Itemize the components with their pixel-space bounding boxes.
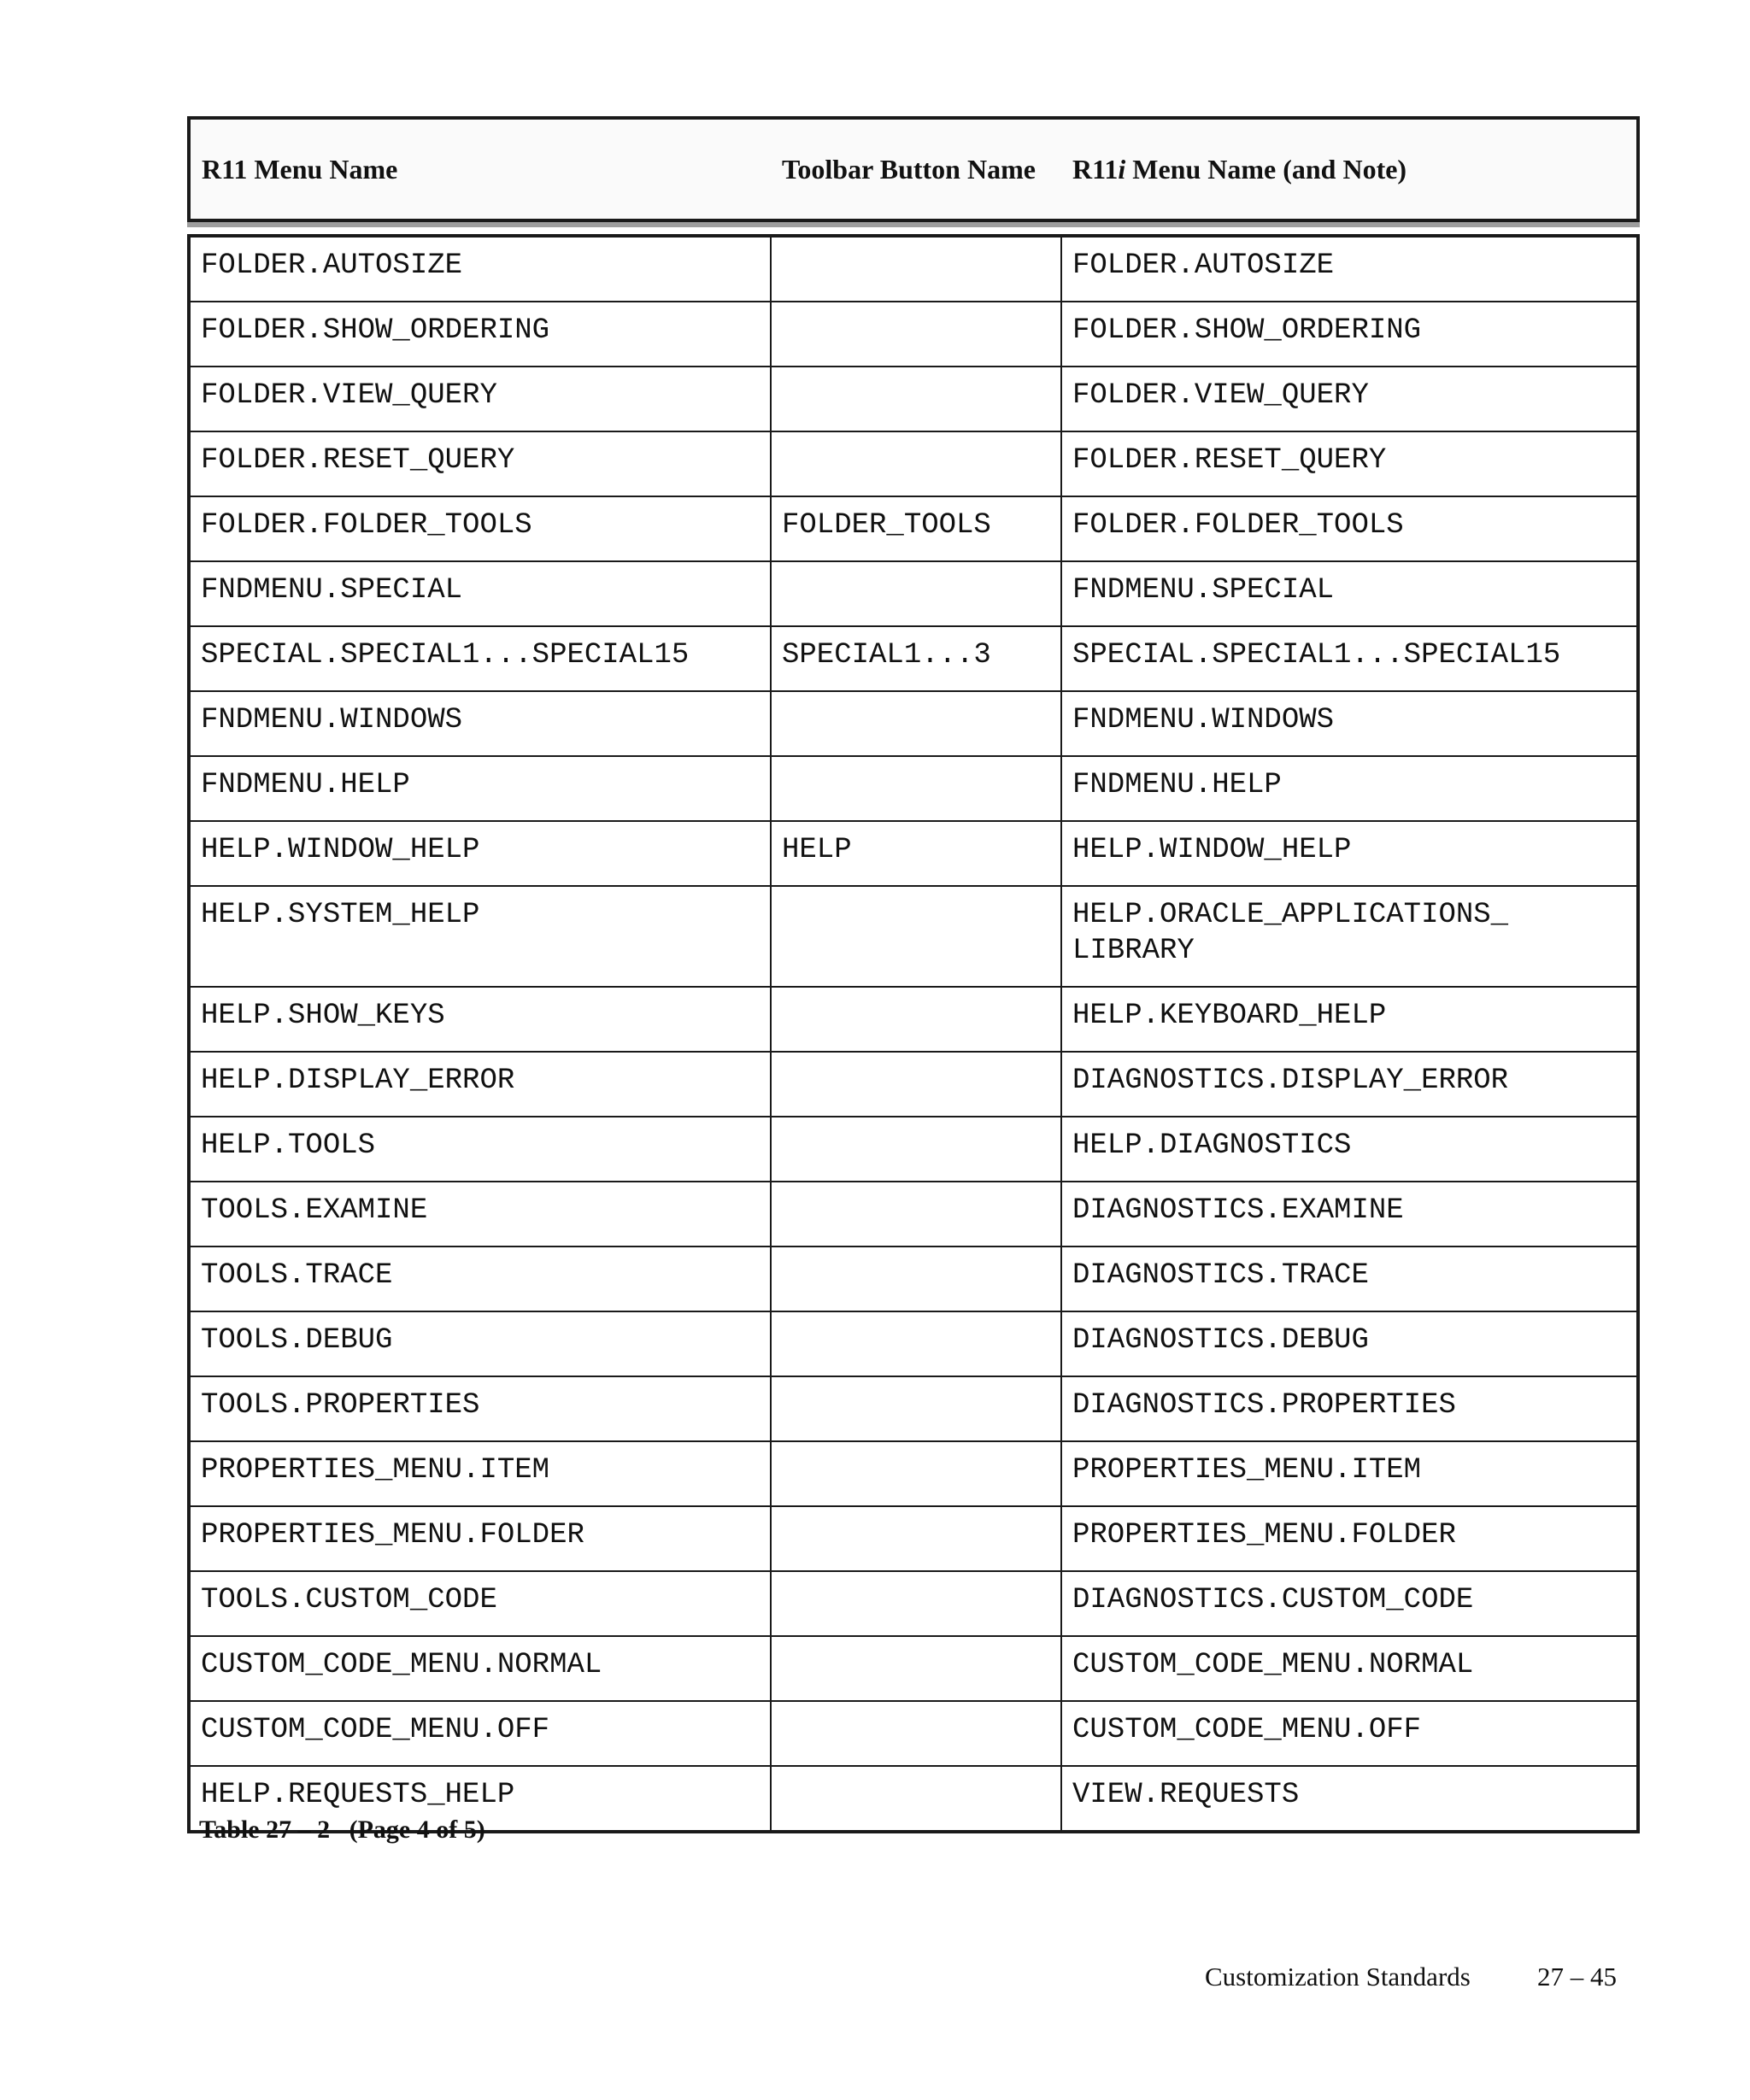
table-row [191,1571,1636,1636]
r11-menu-name-cell: TOOLS.TRACE [191,1247,771,1311]
r11-menu-name-cell: PROPERTIES_MENU.ITEM [191,1441,771,1506]
r11-menu-name-cell: HELP.REQUESTS_HELP [191,1766,771,1830]
toolbar-button-name-cell [771,1701,1061,1766]
header-r11i-suffix: Menu Name (and Note) [1125,154,1407,185]
r11i-menu-name-cell: PROPERTIES_MENU.FOLDER [1061,1506,1636,1571]
toolbar-button-name-cell [771,1182,1061,1247]
toolbar-button-name-cell [771,367,1061,431]
r11i-menu-name-cell: DIAGNOSTICS.CUSTOM_CODE [1061,1571,1636,1636]
table-row [191,1441,1636,1506]
toolbar-button-name-cell [771,886,1061,987]
r11i-menu-name-cell: HELP.WINDOW_HELP [1061,821,1636,886]
r11-menu-name-cell: CUSTOM_CODE_MENU.OFF [191,1701,771,1766]
toolbar-button-name-cell [771,1052,1061,1117]
footer-page-number: 27 – 45 [1537,1962,1617,1991]
header-r11i-prefix: R11 [1072,154,1119,185]
r11-menu-name-cell: HELP.SHOW_KEYS [191,987,771,1052]
r11i-menu-name-cell: FNDMENU.SPECIAL [1061,561,1636,626]
table-row [191,987,1636,1052]
r11i-menu-name-cell: FOLDER.AUTOSIZE [1061,238,1636,302]
table-row [191,691,1636,756]
r11-menu-name-cell: TOOLS.CUSTOM_CODE [191,1571,771,1636]
toolbar-button-name-cell [771,1376,1061,1441]
r11-menu-name-cell: FOLDER.VIEW_QUERY [191,367,771,431]
table-row [191,1247,1636,1311]
table-row [191,431,1636,496]
table-row [191,302,1636,367]
toolbar-button-name-cell: HELP [771,821,1061,886]
toolbar-button-name-cell [771,302,1061,367]
table-row [191,1701,1636,1766]
r11i-menu-name-cell: VIEW.REQUESTS [1061,1766,1636,1830]
table-row [191,626,1636,691]
table-row [191,1182,1636,1247]
r11i-menu-name-cell: FOLDER.SHOW_ORDERING [1061,302,1636,367]
r11i-menu-name-cell: FNDMENU.HELP [1061,756,1636,821]
r11-menu-name-cell: HELP.TOOLS [191,1117,771,1182]
toolbar-button-name-cell [771,1636,1061,1701]
table-row [191,1117,1636,1182]
r11-menu-name-cell: FOLDER.RESET_QUERY [191,431,771,496]
r11-menu-name-cell: HELP.SYSTEM_HELP [191,886,771,987]
table-row [191,886,1636,987]
toolbar-button-name-cell: FOLDER_TOOLS [771,496,1061,561]
table-row [191,1052,1636,1117]
table-row [191,1506,1636,1571]
r11-menu-name-cell: FOLDER.FOLDER_TOOLS [191,496,771,561]
menu-mapping-table [187,234,1640,1833]
r11i-menu-name-cell: HELP.KEYBOARD_HELP [1061,987,1636,1052]
toolbar-button-name-cell [771,691,1061,756]
toolbar-button-name-cell [771,1117,1061,1182]
r11i-menu-name-cell: SPECIAL.SPECIAL1...SPECIAL15 [1061,626,1636,691]
toolbar-button-name-cell [771,1571,1061,1636]
r11-menu-name-cell: FNDMENU.WINDOWS [191,691,771,756]
r11-menu-name-cell: PROPERTIES_MENU.FOLDER [191,1506,771,1571]
toolbar-button-name-cell [771,1247,1061,1311]
toolbar-button-name-cell [771,238,1061,302]
table-caption: Table 27 – 2 (Page 4 of 5) [199,1816,485,1844]
toolbar-button-name-cell [771,1766,1061,1830]
r11i-menu-name-cell: FOLDER.FOLDER_TOOLS [1061,496,1636,561]
r11-menu-name-cell: SPECIAL.SPECIAL1...SPECIAL15 [191,626,771,691]
r11i-menu-name-cell: DIAGNOSTICS.DEBUG [1061,1311,1636,1376]
r11-menu-name-cell: HELP.WINDOW_HELP [191,821,771,886]
table-row [191,821,1636,886]
table-row [191,1311,1636,1376]
table-row [191,561,1636,626]
r11-menu-name-cell: TOOLS.PROPERTIES [191,1376,771,1441]
r11-menu-name-cell: TOOLS.EXAMINE [191,1182,771,1247]
r11-menu-name-cell: FNDMENU.SPECIAL [191,561,771,626]
r11i-menu-name-cell: HELP.ORACLE_APPLICATIONS_ LIBRARY [1061,886,1636,987]
toolbar-button-name-cell [771,431,1061,496]
toolbar-button-name-cell: SPECIAL1...3 [771,626,1061,691]
r11i-menu-name-cell: HELP.DIAGNOSTICS [1061,1117,1636,1182]
r11i-menu-name-cell: FNDMENU.WINDOWS [1061,691,1636,756]
r11-menu-name-cell: TOOLS.DEBUG [191,1311,771,1376]
table-row [191,238,1636,302]
r11-menu-name-cell: FOLDER.SHOW_ORDERING [191,302,771,367]
header-r11i-italic: i [1118,154,1126,185]
r11i-menu-name-cell: DIAGNOSTICS.EXAMINE [1061,1182,1636,1247]
toolbar-button-name-cell [771,1506,1061,1571]
footer-section-title: Customization Standards [1205,1962,1471,1991]
header-toolbar-button-name: Toolbar Button Name [782,154,1036,185]
table-row [191,496,1636,561]
toolbar-button-name-cell [771,1311,1061,1376]
table-header [187,116,1640,222]
r11i-menu-name-cell: CUSTOM_CODE_MENU.OFF [1061,1701,1636,1766]
r11i-menu-name-cell: FOLDER.RESET_QUERY [1061,431,1636,496]
table-body [191,238,1636,1830]
header-r11-menu-name: R11 Menu Name [202,154,398,185]
toolbar-button-name-cell [771,756,1061,821]
r11i-menu-name-cell: PROPERTIES_MENU.ITEM [1061,1441,1636,1506]
r11i-menu-name-cell: DIAGNOSTICS.PROPERTIES [1061,1376,1636,1441]
r11-menu-name-cell: HELP.DISPLAY_ERROR [191,1052,771,1117]
toolbar-button-name-cell [771,1441,1061,1506]
r11-menu-name-cell: FOLDER.AUTOSIZE [191,238,771,302]
r11-menu-name-cell: CUSTOM_CODE_MENU.NORMAL [191,1636,771,1701]
r11i-menu-name-cell: DIAGNOSTICS.TRACE [1061,1247,1636,1311]
toolbar-button-name-cell [771,987,1061,1052]
table-row [191,367,1636,431]
r11i-menu-name-cell: CUSTOM_CODE_MENU.NORMAL [1061,1636,1636,1701]
r11i-menu-name-cell: FOLDER.VIEW_QUERY [1061,367,1636,431]
toolbar-button-name-cell [771,561,1061,626]
r11i-menu-name-cell: DIAGNOSTICS.DISPLAY_ERROR [1061,1052,1636,1117]
r11-menu-name-cell: FNDMENU.HELP [191,756,771,821]
table-row [191,1376,1636,1441]
header-r11i-menu-name [1072,152,1406,186]
table-row [191,1636,1636,1701]
table-row [191,756,1636,821]
